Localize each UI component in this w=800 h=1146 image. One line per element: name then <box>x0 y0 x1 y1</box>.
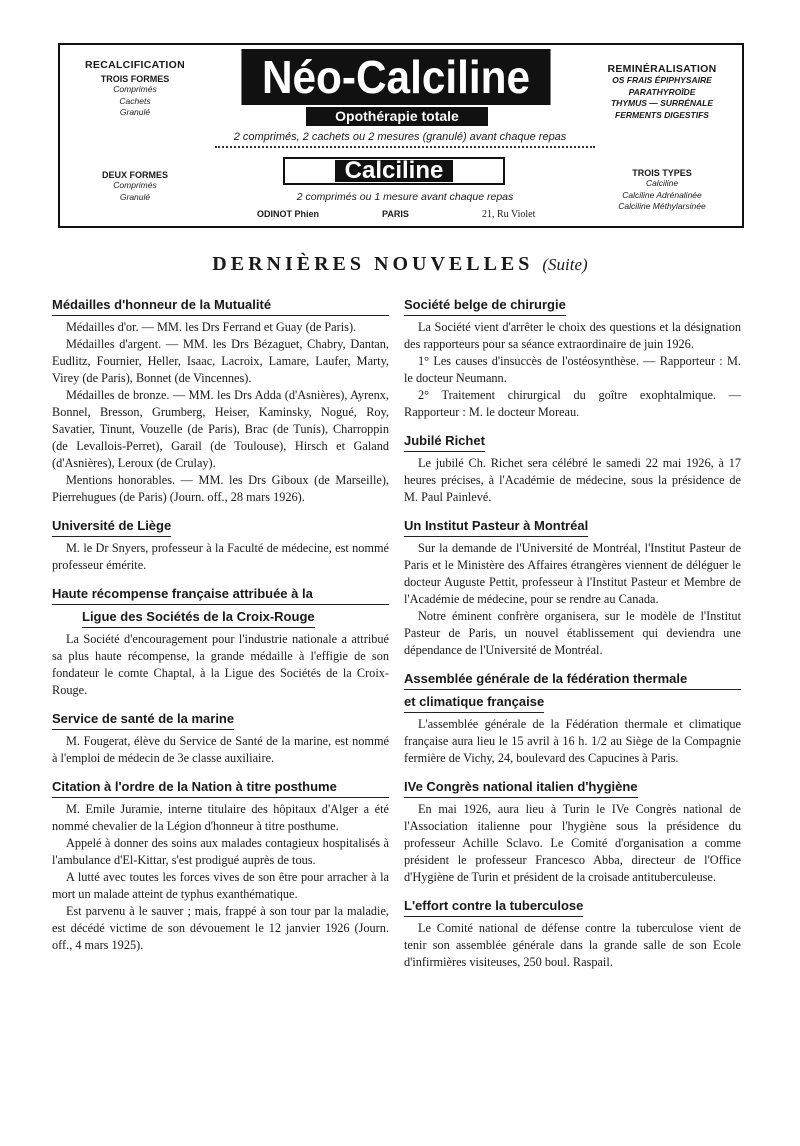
maker-name: ODINOT Phien <box>257 209 320 219</box>
paragraph: Mentions honorables. — MM. les Drs Giboux (de Marseille), Pierrehugues (de Paris) (Journ. off., 28 mars 1926). <box>52 473 389 504</box>
news-section <box>404 296 741 421</box>
paragraph: Est parvenu à le sauver ; mais, frappé à son tour par la maladie, est décédé victime de son dévouement le 12 janvier 1926 (Journ. off., 4 mars 1925). <box>52 904 389 952</box>
dosage-main: 2 comprimés, 2 cachets ou 2 mesures (granulé) avant chaque repas <box>233 131 567 143</box>
news-section <box>52 296 389 506</box>
section-heading-line2: et climatique française <box>404 693 544 713</box>
news-section <box>52 778 389 954</box>
paragraph: Le jubilé Ch. Richet sera célébré le samedi 22 mai 1926, à 17 heures précises, à l'Académie de médecine, sous la présidence de M. Paul Painlevé. <box>404 456 741 504</box>
paragraph: 1° Les causes d'insuccès de l'ostéosynthèse. — Rapporteur : M. le docteur Neumann. <box>404 354 741 385</box>
section-heading: Société belge de chirurgie <box>404 296 566 316</box>
paragraph: Appelé à donner des soins aux malades contagieux hospitalisés à l'ambulance d'El-Kittar, s'est prodigué auprès de tous. <box>52 836 389 867</box>
section-heading-line2: Ligue des Sociétés de la Croix-Rouge <box>82 608 315 628</box>
paragraph: La Société d'encouragement pour l'industrie nationale a attribué sa plus haute récompense, la grande médaille à l'effigie de son fondateur le comte Chaptal, à la Ligue des Sociétés de la Croix-Rouge. <box>52 632 389 697</box>
news-section <box>52 710 389 767</box>
section-heading: Médailles d'honneur de la Mutualité <box>52 296 389 316</box>
ad-left-top-item: Comprimés <box>113 84 157 94</box>
paragraph: Médailles d'argent. — MM. les Drs Bézaguet, Chabry, Dantan, Eudlitz, Fournier, Heller, Isaac, Lacroix, Lamare, Laufer, Marty, Virey (de Paris), Bonnet (de Vincennes). <box>52 337 389 385</box>
paragraph: Médailles de bronze. — MM. les Drs Adda (d'Asnières), Ayrenx, Bonnel, Bresson, Grumberg, Heiser, Kaminsky, Nogué, Roy, Savatier, Tinunt, Vouzelle (de Paris), Brac (de Tunis), Charroppin (de Levallois-Perret), Garail (de Toulouse), Hirsch et Galand (d'Asnières), Leroux (de Crulay). <box>52 388 389 470</box>
ad-right-top-item: PARATHYROÏDE <box>628 86 696 97</box>
page-title <box>0 253 800 276</box>
advertisement-box <box>58 43 744 228</box>
right-column <box>404 296 741 982</box>
ad-right-bottom-heading: TROIS TYPES <box>632 168 692 178</box>
ad-right-top-item: THYMUS — SURRÉNALE <box>610 98 713 108</box>
left-column <box>52 296 389 965</box>
ad-right-bottom-item: Calciline Adrénalinée <box>622 189 702 200</box>
ad-left-top <box>70 59 200 119</box>
brand-neo-calciline-subtitle: Opothérapie totale <box>306 107 488 126</box>
ad-right-top-item: OS FRAIS ÉPIPHYSAIRE <box>612 75 712 85</box>
paragraph: M. Emile Juramie, interne titulaire des hôpitaux d'Alger a été nommé chevalier de la Légion d'honneur à titre posthume. <box>52 802 389 833</box>
ad-left-top-heading: RECALCIFICATION <box>85 59 185 71</box>
section-heading: IVe Congrès national italien d'hygiène <box>404 778 638 798</box>
paragraph: L'assemblée générale de la Fédération thermale et climatique française aura lieu le 15 avril à 16 h. 1/2 au Siège de la Compagnie fermière de Vichy, 24, boulevard des Capucines à Paris. <box>404 717 741 765</box>
news-section <box>52 517 389 574</box>
page-title-main: DERNIÈRES NOUVELLES <box>212 253 534 275</box>
news-section <box>404 778 741 886</box>
maker-city: PARIS <box>382 209 409 219</box>
paragraph: En mai 1926, aura lieu à Turin le IVe Congrès national de l'Association italienne pour l'hygiène sous la présidence du professeur Achille Sclavo. Le Comité d'organisation a comme président le professeur Francesco Abba, directeur de l'Office d'Hygiène de Turin et président de la croisade antituberculeuse. <box>404 802 741 884</box>
paragraph: Sur la demande de l'Université de Montréal, l'Institut Pasteur de Paris et le Ministère des Affaires étrangères viennent de déléguer le docteur Auguste Pettit, professeur à l'Institut Pasteur et Membre de l'Académie de médecine, pour se rendre au Canada. <box>404 541 741 606</box>
ad-left-bottom-heading: DEUX FORMES <box>101 170 168 180</box>
ad-left-bottom <box>70 167 200 203</box>
section-heading: Université de Liège <box>52 517 171 537</box>
brand-neo-calciline: Néo-Calciline <box>241 49 550 105</box>
section-heading: Service de santé de la marine <box>52 710 234 730</box>
news-section <box>404 517 741 659</box>
section-heading: Jubilé Richet <box>404 432 485 452</box>
news-section <box>404 670 741 767</box>
ad-right-top-item: FERMENTS DIGESTIFS <box>615 109 709 120</box>
ad-left-bottom-item: Comprimés <box>113 180 157 190</box>
news-section <box>52 585 389 699</box>
page-title-suite: (Suite) <box>542 255 588 274</box>
ad-left-top-item: Granulé <box>119 107 151 117</box>
ad-left-top-sub: TROIS FORMES <box>100 74 170 84</box>
maker-address: 21, Ru Violet <box>482 209 536 220</box>
paragraph: M. Fougerat, élève du Service de Santé de la marine, est nommé à l'emploi de médecin de 3e classe auxiliaire. <box>52 734 389 765</box>
ad-left-bottom-item: Granulé <box>119 191 151 202</box>
brand-calciline: Calciline <box>335 160 454 182</box>
ad-right-top-heading: REMINÉRALISATION <box>607 63 717 75</box>
paragraph: A lutté avec toutes les forces vives de son être pour arracher à la mort un malade atteint de typhus exanthématique. <box>52 870 389 901</box>
dotted-separator <box>215 146 595 148</box>
paragraph: Notre éminent confrère organisera, sur le modèle de l'Institut Pasteur de Paris, un nouvel établissement qui deviendra une dépendance de l'Université de Montréal. <box>404 609 741 657</box>
ad-right-bottom-item: Calciline <box>645 178 679 188</box>
ad-left-top-item: Cachets <box>119 95 151 106</box>
section-heading: Citation à l'ordre de la Nation à titre posthume <box>52 778 389 798</box>
section-heading: Haute récompense française attribuée à la <box>52 585 389 605</box>
ad-right-bottom <box>592 165 732 213</box>
ad-right-top <box>592 63 732 121</box>
paragraph: Le Comité national de défense contre la tuberculose vient de tenir son assemblée générale dans la grande salle de son Ecole d'infirmières visiteuses, 250 boul. Raspail. <box>404 921 741 969</box>
ad-right-bottom-item: Calciline Méthylarsinée <box>618 201 706 211</box>
paragraph: 2° Traitement chirurgical du goître exophtalmique. — Rapporteur : M. le docteur Moreau. <box>404 388 741 419</box>
paragraph: Médailles d'or. — MM. les Drs Ferrand et Guay (de Paris). <box>66 320 357 334</box>
section-heading: Un Institut Pasteur à Montréal <box>404 517 588 537</box>
news-section <box>404 897 741 971</box>
dosage-second: 2 comprimés ou 1 mesure avant chaque repas <box>296 191 514 203</box>
section-heading: Assemblée générale de la fédération thermale <box>404 670 741 690</box>
paragraph: La Société vient d'arrêter le choix des questions et la désignation des rapporteurs pour sa séance extraordinaire de juin 1926. <box>404 320 741 351</box>
brand-calciline-box <box>283 157 505 185</box>
paragraph: M. le Dr Snyers, professeur à la Faculté de médecine, est nommé professeur émérite. <box>52 541 389 572</box>
section-heading: L'effort contre la tuberculose <box>404 897 583 917</box>
news-section <box>404 432 741 506</box>
